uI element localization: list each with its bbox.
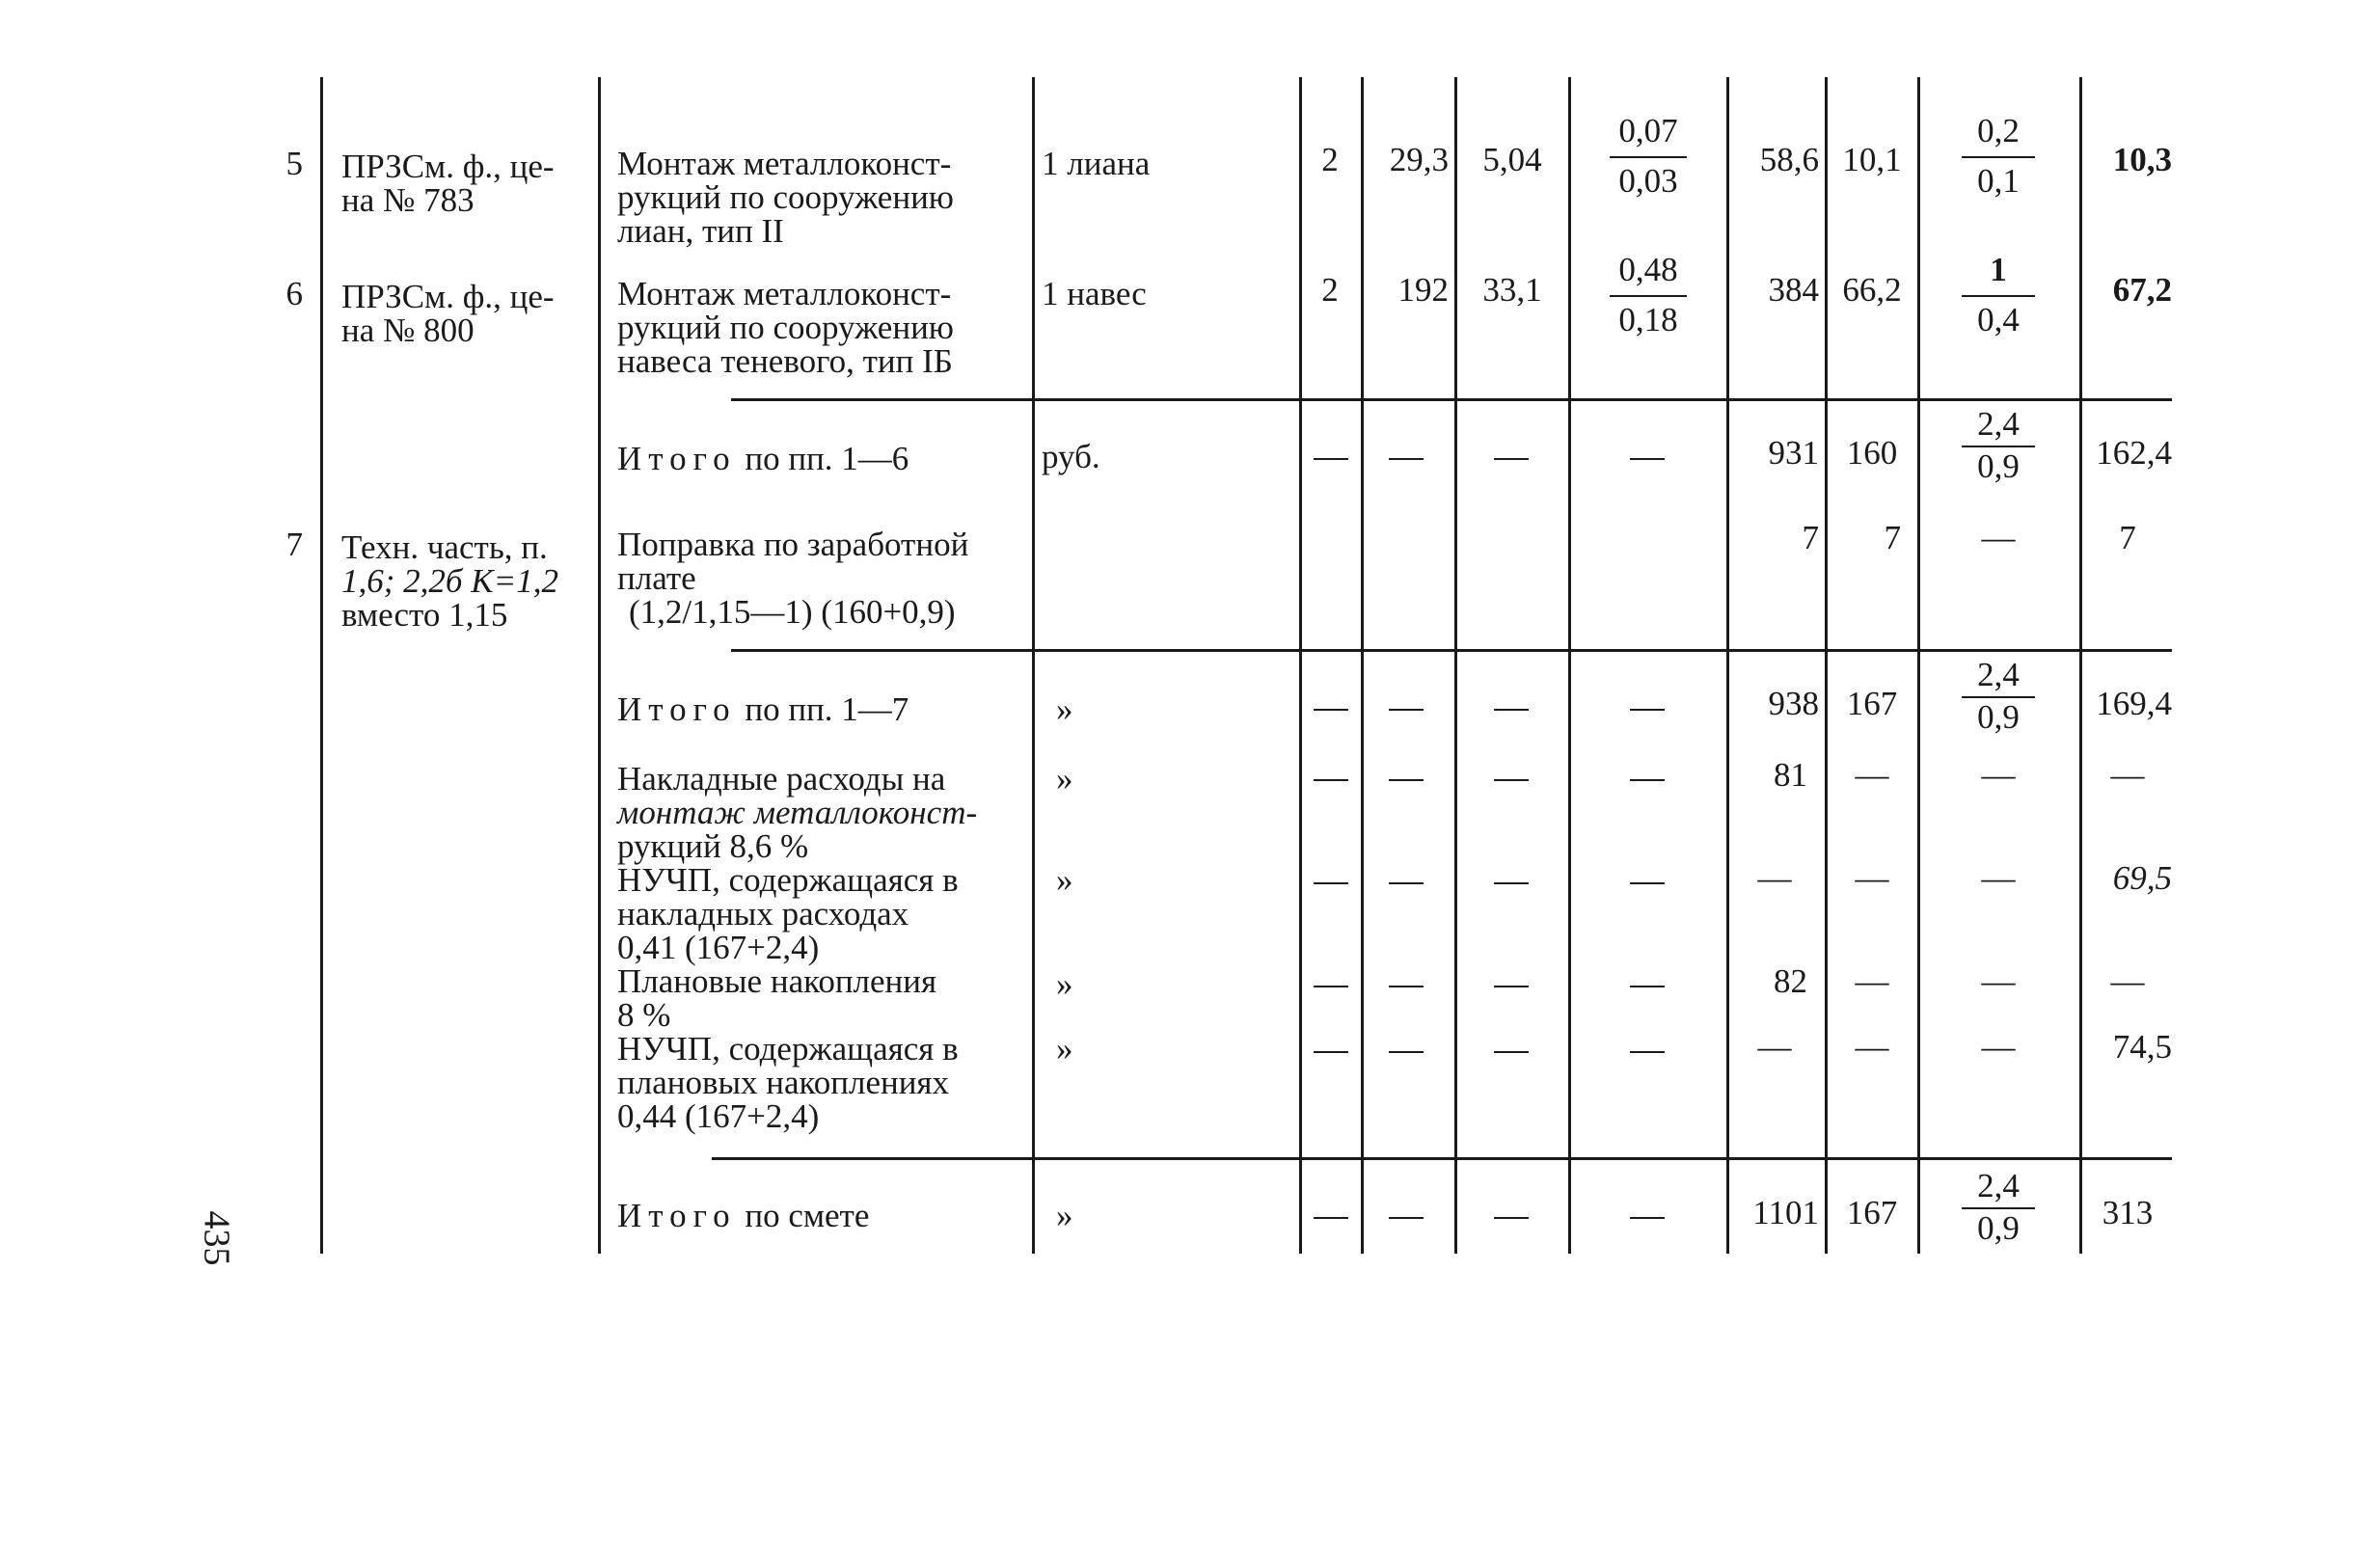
total-1-7-c2-dash	[1494, 709, 1529, 711]
row-6-c2: 33,1	[1482, 271, 1542, 309]
row-7-c4: 7	[1802, 519, 1819, 556]
row-6-basis-line-2: на № 800	[341, 311, 475, 349]
total-1-7-label-rest: по пп. 1—7	[745, 690, 909, 728]
overhead-c2-dash	[1494, 779, 1529, 781]
row-5-basis-line-1: ПРЗСм. ф., це-	[341, 148, 555, 185]
rule-col-c1-left	[1361, 77, 1364, 1254]
overhead-c3-dash	[1630, 779, 1665, 781]
row-5-c3-fraction	[1572, 114, 1724, 199]
rule-col-desc-left	[598, 77, 601, 1254]
overhead-c7: —	[2110, 756, 2145, 794]
row-6-c7: 67,2	[2112, 271, 2172, 309]
nuchp-planned-description-line-2: плановых накоплениях	[617, 1064, 950, 1101]
overhead-qty-dash	[1314, 779, 1348, 781]
nuchp-planned-qty-dash	[1314, 1051, 1348, 1053]
planned-savings-c3-dash	[1630, 986, 1665, 987]
row-5-c5: 10,1	[1842, 141, 1902, 178]
planned-savings-c5: —	[1855, 962, 1889, 1000]
nuchp-overhead-description-line-3: 0,41 (167+2,4)	[617, 929, 820, 966]
row-5-c6-denominator: 0,1	[1977, 162, 2020, 200]
nuchp-overhead-description-line-1: НУЧП, содержащаяся в	[617, 861, 959, 899]
row-5-qty: 2	[1321, 141, 1339, 178]
total-1-7-c3-dash	[1630, 709, 1665, 711]
nuchp-planned-unit: »	[1056, 1030, 1073, 1068]
overhead-description-line-2: монтаж металлоконст-	[617, 794, 978, 831]
total-estimate-c6-fraction	[1921, 1169, 2075, 1246]
row-7-description-line-1: Поправка по заработной	[617, 526, 969, 563]
rule-col-c2-left	[1454, 77, 1457, 1254]
total-estimate-label-rest: по смете	[745, 1197, 870, 1234]
total-estimate-c2-dash	[1494, 1217, 1529, 1219]
total-estimate-c7: 313	[2102, 1194, 2154, 1231]
planned-savings-description-line-1: Плановые накопления	[617, 962, 937, 1000]
total-1-7-c5: 167	[1846, 685, 1898, 722]
total-estimate-c6-numerator: 2,4	[1977, 1167, 2020, 1204]
rule-total-estimate	[712, 1157, 2172, 1160]
rule-col-unit-left	[1032, 77, 1035, 1254]
row-6-unit: 1 навес	[1042, 275, 1147, 312]
row-6-c5: 66,2	[1842, 271, 1902, 309]
row-7-c6: —	[1981, 519, 2016, 556]
nuchp-overhead-c4: —	[1757, 859, 1792, 897]
row-7-description-line-3: (1,2/1,15—1) (160+0,9)	[629, 593, 956, 631]
row-6-c3-denominator: 0,18	[1618, 301, 1678, 338]
row-5-number: 5	[285, 145, 303, 182]
row-7-basis-line-3: вместо 1,15	[341, 596, 508, 634]
nuchp-planned-c6: —	[1981, 1028, 2016, 1066]
row-6-c6-fraction-bar	[1962, 295, 2035, 297]
nuchp-planned-c1-dash	[1389, 1051, 1424, 1053]
row-6-description-line-1: Монтаж металлоконст-	[617, 275, 952, 312]
nuchp-planned-c2-dash	[1494, 1051, 1529, 1053]
nuchp-overhead-c1-dash	[1389, 882, 1424, 884]
planned-savings-c2-dash	[1494, 986, 1529, 987]
planned-savings-c7: —	[2110, 962, 2145, 1000]
total-estimate-qty-dash	[1314, 1217, 1348, 1219]
row-6-description-line-3: навеса теневого, тип IБ	[617, 342, 953, 380]
planned-savings-c6: —	[1981, 962, 2016, 1000]
row-5-description-line-1: Монтаж металлоконст-	[617, 145, 952, 182]
overhead-c6: —	[1981, 756, 2016, 794]
nuchp-planned-c3-dash	[1630, 1051, 1665, 1053]
total-estimate-unit: »	[1056, 1197, 1073, 1234]
rule-col-basis-left	[320, 77, 323, 1254]
total-1-6-c4: 931	[1768, 434, 1819, 472]
row-5-unit: 1 лиана	[1042, 145, 1151, 182]
rule-col-c5-left	[1825, 77, 1828, 1254]
total-estimate-c6-denominator: 0,9	[1977, 1209, 2020, 1247]
row-6-c1: 192	[1397, 271, 1449, 309]
total-1-7-c7: 169,4	[2096, 685, 2172, 722]
row-6-number: 6	[285, 275, 303, 312]
row-6-c6-numerator: 1	[1990, 251, 2007, 288]
row-7-description-line-2: плате	[617, 559, 696, 597]
row-7-c7: 7	[2119, 519, 2136, 556]
total-1-7-c6-fraction	[1921, 658, 2075, 735]
row-6-c3-fraction-bar	[1610, 295, 1687, 297]
total-1-6-label-rest: по пп. 1—6	[745, 440, 909, 477]
total-estimate-c4: 1101	[1752, 1194, 1819, 1231]
total-1-7-unit: »	[1056, 690, 1073, 728]
nuchp-overhead-c6: —	[1981, 859, 2016, 897]
total-1-6-label-spaced: Итого	[617, 440, 737, 477]
planned-savings-unit: »	[1056, 965, 1073, 1003]
total-1-7-qty-dash	[1314, 709, 1348, 711]
overhead-unit: »	[1056, 760, 1073, 798]
rule-col-c3-left	[1568, 77, 1571, 1254]
total-1-6-unit: руб.	[1042, 438, 1100, 475]
total-1-7-c6-denominator: 0,9	[1977, 698, 2020, 736]
overhead-c5: —	[1855, 756, 1889, 794]
total-estimate-c3-dash	[1630, 1217, 1665, 1219]
row-7-number: 7	[285, 526, 303, 563]
rule-total-1-6	[731, 398, 2172, 401]
row-5-c1: 29,3	[1389, 141, 1449, 178]
nuchp-overhead-c2-dash	[1494, 882, 1529, 884]
nuchp-planned-c5: —	[1855, 1028, 1889, 1066]
total-1-6-c6-fraction	[1921, 407, 2075, 484]
planned-savings-c1-dash	[1389, 986, 1424, 987]
nuchp-overhead-c3-dash	[1630, 882, 1665, 884]
row-5-c3-denominator: 0,03	[1618, 162, 1678, 200]
total-1-6-c7: 162,4	[2096, 434, 2172, 472]
row-7-basis-line-1: Техн. часть, п.	[341, 528, 548, 566]
total-1-7-label	[617, 692, 909, 727]
total-1-6-c5: 160	[1846, 434, 1898, 472]
row-6-c3-fraction	[1572, 253, 1724, 338]
nuchp-overhead-unit: »	[1056, 861, 1073, 899]
total-estimate-c1-dash	[1389, 1217, 1424, 1219]
row-5-description-line-3: лиан, тип II	[617, 212, 784, 250]
rule-total-1-7	[731, 649, 2172, 652]
overhead-description-line-3: рукций 8,6 %	[617, 827, 809, 865]
total-estimate-label	[617, 1199, 869, 1233]
total-1-7-c6-numerator: 2,4	[1977, 656, 2020, 693]
nuchp-overhead-qty-dash	[1314, 882, 1348, 884]
nuchp-planned-c7: 74,5	[2112, 1028, 2172, 1066]
nuchp-overhead-c5: —	[1855, 859, 1889, 897]
row-5-c6-fraction-bar	[1962, 156, 2035, 158]
row-5-c7: 10,3	[2112, 141, 2172, 178]
rule-col-c6-left	[1917, 77, 1920, 1254]
total-estimate-c5: 167	[1846, 1194, 1898, 1231]
planned-savings-qty-dash	[1314, 986, 1348, 987]
total-estimate-label-spaced: Итого	[617, 1197, 737, 1234]
nuchp-planned-c4: —	[1757, 1028, 1792, 1066]
rule-col-qty-left	[1299, 77, 1302, 1254]
row-5-basis-line-2: на № 783	[341, 181, 475, 219]
planned-savings-description-line-2: 8 %	[617, 996, 671, 1034]
rule-col-c7-left	[2079, 77, 2082, 1254]
row-6-basis-line-1: ПРЗСм. ф., це-	[341, 278, 555, 315]
row-6-c4: 384	[1768, 271, 1819, 309]
overhead-c4: 81	[1774, 756, 1807, 794]
row-6-c6-fraction	[1921, 253, 2075, 338]
overhead-c1-dash	[1389, 779, 1424, 781]
row-5-c3-numerator: 0,07	[1618, 112, 1678, 149]
total-1-6-c6-numerator: 2,4	[1977, 405, 2020, 443]
total-1-6-label	[617, 442, 909, 476]
nuchp-planned-description-line-3: 0,44 (167+2,4)	[617, 1097, 820, 1135]
total-1-6-qty-dash	[1314, 458, 1348, 460]
row-6-c3-numerator: 0,48	[1618, 251, 1678, 288]
total-1-7-label-spaced: Итого	[617, 690, 737, 728]
row-5-c2: 5,04	[1482, 141, 1542, 178]
overhead-description-line-1: Накладные расходы на	[617, 760, 946, 798]
planned-savings-c4: 82	[1774, 962, 1807, 1000]
row-6-qty: 2	[1321, 271, 1339, 309]
row-6-c6-denominator: 0,4	[1977, 301, 2020, 338]
nuchp-overhead-description-line-2: накладных расходах	[617, 895, 909, 933]
nuchp-planned-description-line-1: НУЧП, содержащаяся в	[617, 1030, 959, 1068]
page-number: 435	[196, 1210, 237, 1266]
total-1-6-c2-dash	[1494, 458, 1529, 460]
total-1-6-c6-denominator: 0,9	[1977, 447, 2020, 485]
total-1-7-c4: 938	[1768, 685, 1819, 722]
row-7-c5: 7	[1884, 519, 1901, 556]
total-1-6-c3-dash	[1630, 458, 1665, 460]
nuchp-overhead-c7: 69,5	[2112, 859, 2172, 897]
total-1-6-c1-dash	[1389, 458, 1424, 460]
row-7-basis-line-2: 1,6; 2,2б K=1,2	[341, 562, 558, 600]
rule-col-c4-left	[1726, 77, 1729, 1254]
row-5-c6-numerator: 0,2	[1977, 112, 2020, 149]
row-5-c6-fraction	[1921, 114, 2075, 199]
row-5-description-line-2: рукций по сооружению	[617, 178, 954, 216]
total-1-7-c1-dash	[1389, 709, 1424, 711]
row-5-c3-fraction-bar	[1610, 156, 1687, 158]
row-5-c4: 58,6	[1759, 141, 1819, 178]
row-6-description-line-2: рукций по сооружению	[617, 309, 954, 346]
